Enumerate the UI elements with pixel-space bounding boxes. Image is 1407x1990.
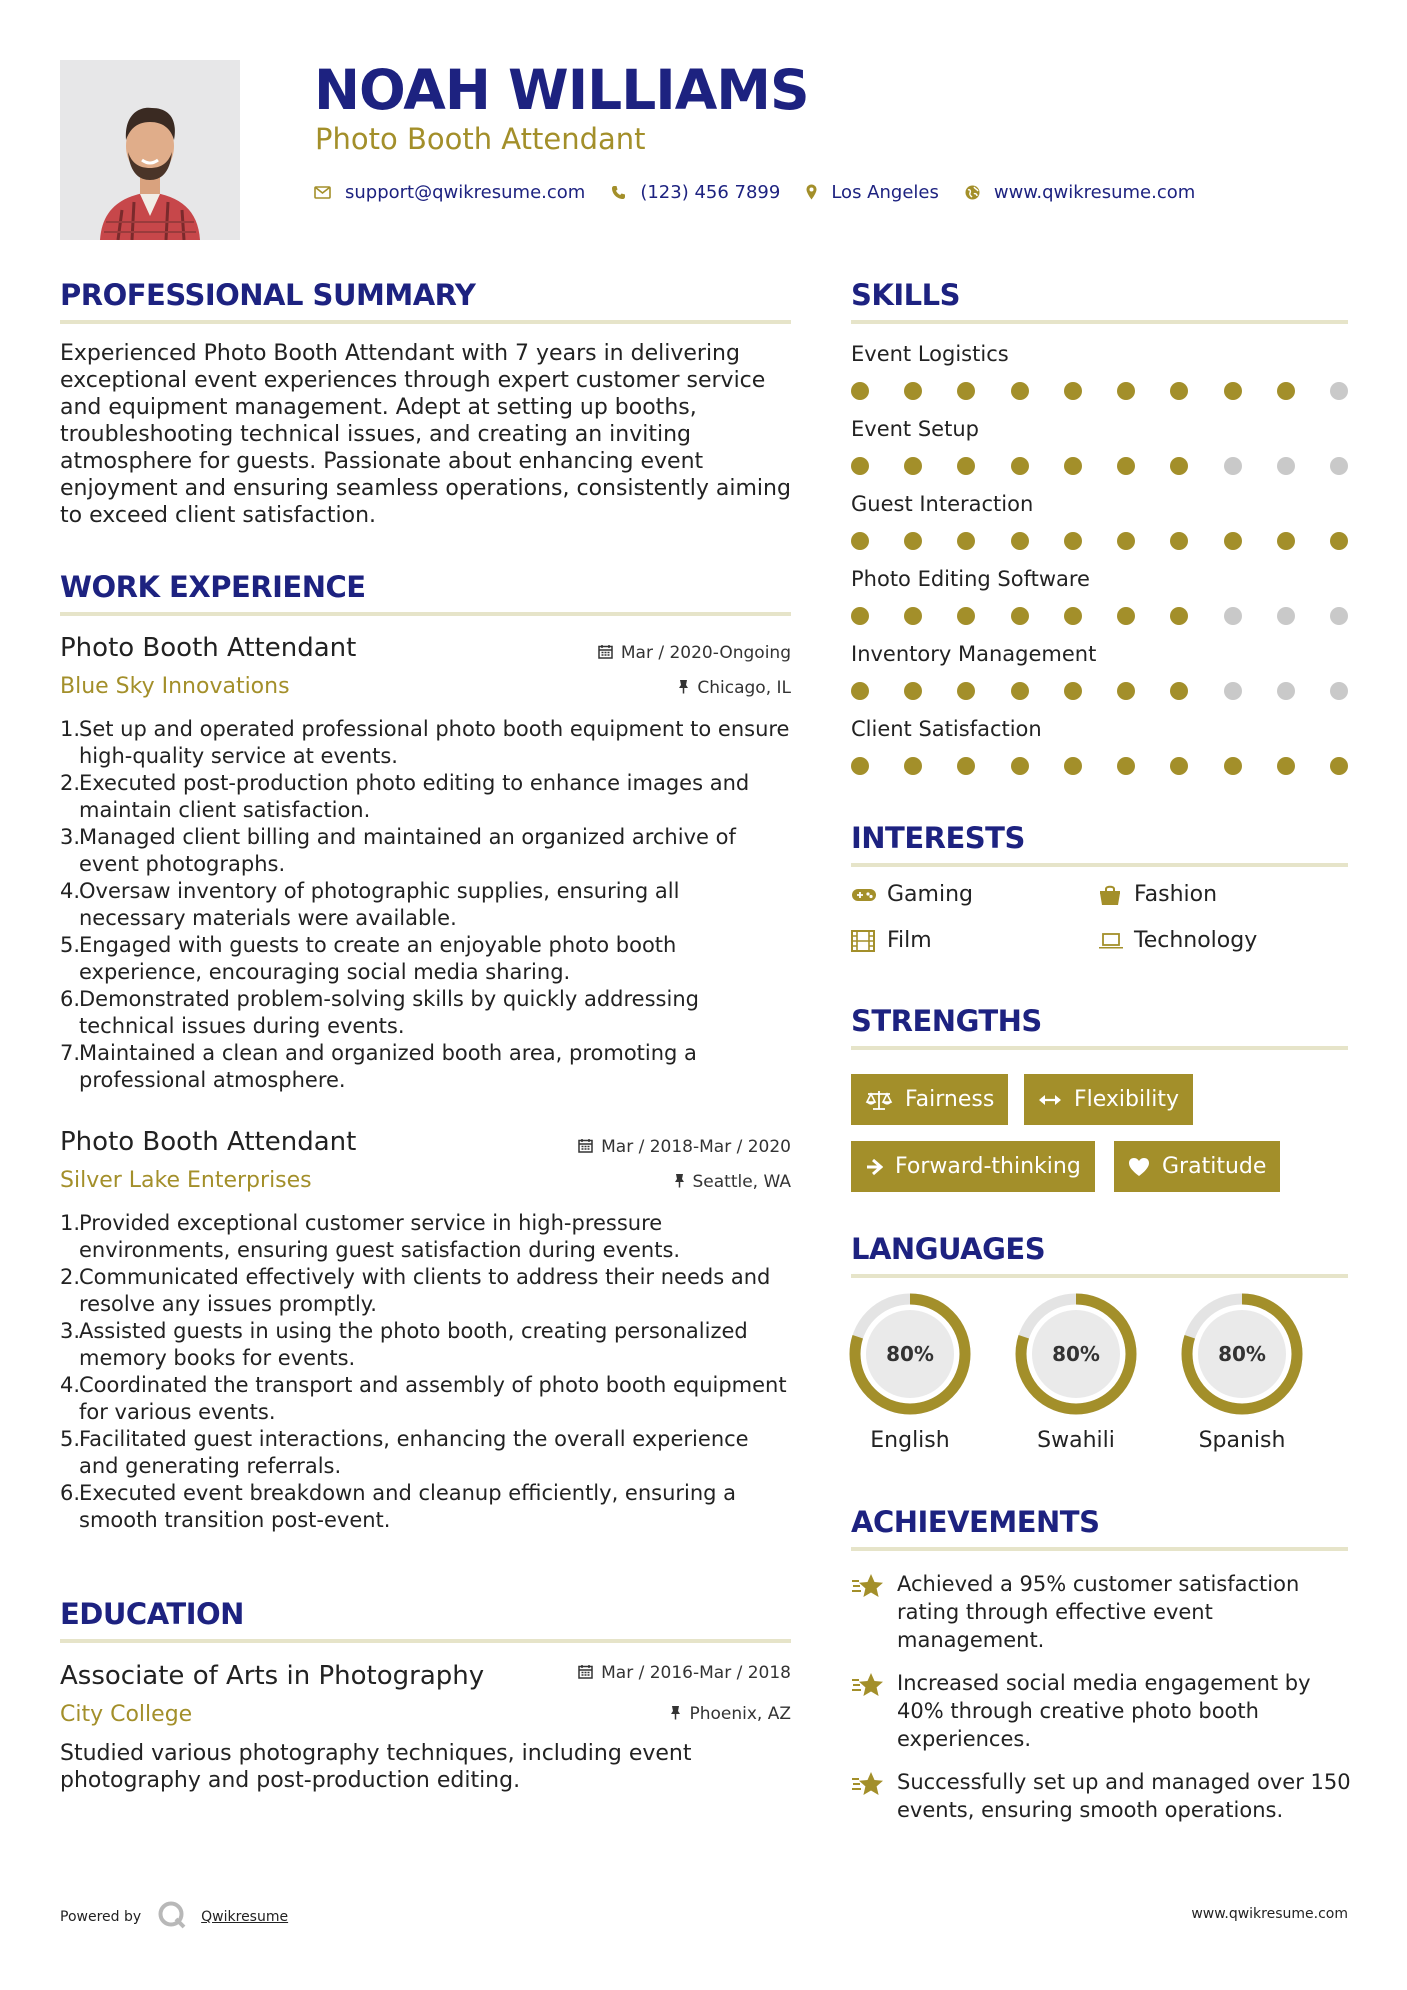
contact-website-text: www.qwikresume.com [993,181,1196,203]
phone-icon [611,185,626,200]
rating-dot-filled [1170,607,1188,625]
school-name: City College [60,1702,193,1727]
job-location-text: Seattle, WA [692,1172,791,1192]
qwikresume-link[interactable]: Qwikresume [201,1909,289,1925]
job-dates [471,1137,791,1157]
education-dates-text: Mar / 2016-Mar / 2018 [601,1663,791,1683]
rating-dot-filled [1064,532,1082,550]
rating-dot-filled [1064,757,1082,775]
rating-dot-filled [1170,532,1188,550]
strength-badge [1024,1074,1193,1125]
rating-dot-filled [904,757,922,775]
achievements-divider [851,1547,1348,1551]
summary-text: Experienced Photo Booth Attendant with 7 years in delivering exceptional event experiences through expert customer service and equipment management. Adept at setting up booths, troubleshooting technical issues, and creating an inviting atmosphere for guests. Passionate about enhancing event enjoyment and ensuring seamless operations, consistently aiming to exceed client satisfaction. [60,341,791,528]
experience-divider [60,612,791,616]
language-item [1180,1292,1304,1453]
education-divider [60,1639,791,1643]
summary-heading: PROFESSIONAL SUMMARY [60,278,476,312]
duty-item: Set up and operated professional photo booth equipment to ensure high-quality service at events. [79,717,790,768]
interest-item [851,928,932,953]
skills-heading: SKILLS [851,278,960,312]
envelope-icon [314,186,331,199]
rating-dot-filled [957,457,975,475]
degree-title: Associate of Arts in Photography [60,1661,485,1691]
rating-dot-filled [904,532,922,550]
interest-item [1098,882,1217,907]
strength-badge [851,1074,1008,1125]
rating-dot-filled [1117,757,1135,775]
skills-divider [851,320,1348,324]
rating-dot-filled [1277,532,1295,550]
footer-powered-by [60,1900,288,1934]
duty-item: Demonstrated problem-solving skills by quickly addressing technical issues during events. [79,987,699,1038]
arrow-right-icon [865,1158,883,1176]
profile-photo-illustration [60,60,240,240]
education-description: Studied various photography techniques, including event photography and post-production editing. [60,1741,692,1793]
rating-dot-filled [957,682,975,700]
pushpin-icon [674,1173,685,1192]
rating-dot-filled [1117,382,1135,400]
rating-dot-filled [1011,682,1029,700]
skill-rating [851,381,1348,401]
skill-rating [851,606,1348,626]
footer-website[interactable]: www.qwikresume.com [1191,1906,1348,1922]
summary-divider [60,320,791,324]
language-name: Swahili [1037,1428,1115,1453]
shopping-bag-icon [1098,884,1134,906]
pushpin-icon [678,679,689,698]
language-progress-ring [848,1292,972,1416]
strength-badge [1114,1141,1280,1192]
rating-dot-filled [957,757,975,775]
rating-dot-filled [1064,607,1082,625]
duty-item: Coordinated the transport and assembly of photo booth equipment for various events. [79,1373,787,1424]
interests-divider [851,863,1348,867]
language-item [1014,1292,1138,1453]
skill-name: Photo Editing Software [851,567,1090,591]
rating-dot-filled [1117,532,1135,550]
rating-dot-filled [1011,532,1029,550]
rating-dot-filled [1064,682,1082,700]
skill-rating [851,681,1348,701]
contact-location-text: Los Angeles [831,181,939,203]
star-icon [851,1768,897,1824]
duty-item: Assisted guests in using the photo booth, creating personalized memory books for events. [79,1319,748,1370]
rating-dot-filled [1277,382,1295,400]
rating-dot-filled [851,457,869,475]
rating-dot-filled [1224,532,1242,550]
rating-dot-filled [1117,457,1135,475]
achievement-text: Achieved a 95% customer satisfaction rating through effective event management. [897,1572,1300,1652]
contact-phone-text: (123) 456 7899 [640,181,781,203]
skill-name: Guest Interaction [851,492,1034,516]
job-dates-text: Mar / 2020-Ongoing [620,643,791,663]
rating-dot-filled [904,382,922,400]
rating-dot-empty [1330,607,1348,625]
interest-label: Gaming [887,882,973,907]
contact-website[interactable] [965,182,1195,203]
heart-icon [1128,1157,1150,1177]
rating-dot-filled [904,607,922,625]
strength-label: Fairness [905,1087,995,1112]
arrows-horizontal-icon [1038,1093,1062,1107]
calendar-icon [578,1138,593,1157]
education-dates [471,1663,791,1683]
language-name: English [870,1428,950,1453]
interest-label: Fashion [1134,882,1218,907]
achievement-text: Increased social media engagement by 40% through creative photo booth experiences. [897,1671,1311,1751]
rating-dot-filled [851,757,869,775]
rating-dot-filled [1011,382,1029,400]
rating-dot-filled [851,682,869,700]
language-percent: 80% [886,1342,934,1366]
contact-email-text: support@qwikresume.com [345,181,586,203]
calendar-icon [598,644,613,663]
skill-name: Inventory Management [851,642,1097,666]
achievements-heading: ACHIEVEMENTS [851,1505,1100,1539]
skill-rating [851,531,1348,551]
achievement-text: Successfully set up and managed over 150 events, ensuring smooth operations. [897,1770,1351,1822]
rating-dot-empty [1330,682,1348,700]
profile-photo [60,60,240,240]
duty-item: Communicated effectively with clients to address their needs and resolve any issues promptly. [79,1265,771,1316]
rating-dot-filled [851,607,869,625]
strengths-divider [851,1046,1348,1050]
rating-dot-filled [1064,457,1082,475]
job-location-text: Chicago, IL [697,678,791,698]
rating-dot-filled [904,682,922,700]
interest-item [1098,928,1257,953]
skill-rating [851,456,1348,476]
rating-dot-empty [1277,457,1295,475]
rating-dot-empty [1224,607,1242,625]
achievement-item [851,1768,1351,1824]
achievement-item [851,1570,1351,1654]
strength-label: Flexibility [1074,1087,1179,1112]
rating-dot-filled [1224,757,1242,775]
company-name: Silver Lake Enterprises [60,1168,312,1193]
language-percent: 80% [1218,1342,1266,1366]
strength-label: Gratitude [1162,1154,1267,1179]
duty-item: Provided exceptional customer service in high-pressure environments, ensuring guest satisfaction during events. [79,1211,681,1262]
rating-dot-filled [957,532,975,550]
interest-label: Film [887,928,932,953]
rating-dot-filled [1170,757,1188,775]
rating-dot-empty [1224,682,1242,700]
rating-dot-filled [1170,682,1188,700]
candidate-name: NOAH WILLIAMS [314,58,809,122]
strength-badge [851,1141,1095,1192]
job-title: Photo Booth Attendant [60,633,357,663]
rating-dot-filled [1170,382,1188,400]
education-location-text: Phoenix, AZ [689,1704,791,1724]
rating-dot-filled [957,607,975,625]
rating-dot-filled [1117,607,1135,625]
qwikresume-logo-icon [157,1900,187,1934]
rating-dot-empty [1330,457,1348,475]
job-dates-text: Mar / 2018-Mar / 2020 [601,1137,791,1157]
gamepad-icon [851,887,887,903]
language-progress-ring [1014,1292,1138,1416]
duty-item: Executed event breakdown and cleanup efficiently, ensuring a smooth transition post-event. [79,1481,737,1532]
achievement-item [851,1669,1351,1753]
job-duties-list [60,1210,791,1534]
rating-dot-filled [851,382,869,400]
balance-scale-icon [865,1089,893,1111]
interest-item [851,882,973,907]
language-percent: 80% [1052,1342,1100,1366]
rating-dot-filled [1117,682,1135,700]
calendar-icon [578,1664,593,1683]
pushpin-icon [670,1705,681,1724]
contact-email[interactable] [314,182,585,203]
rating-dot-empty [1330,382,1348,400]
rating-dot-filled [1330,532,1348,550]
duty-item: Engaged with guests to create an enjoyable photo booth experience, encouraging social media sharing. [79,933,677,984]
map-pin-icon [806,184,817,200]
job-location [471,678,791,698]
language-name: Spanish [1198,1428,1286,1453]
strengths-heading: STRENGTHS [851,1004,1042,1038]
contact-location [806,182,939,203]
job-dates [471,643,791,663]
education-location [471,1704,791,1724]
rating-dot-filled [1277,757,1295,775]
powered-by-text: Powered by [60,1909,142,1925]
rating-dot-filled [957,382,975,400]
contact-phone[interactable] [611,182,780,203]
rating-dot-filled [851,532,869,550]
film-icon [851,930,887,952]
job-duties-list [60,716,791,1094]
candidate-title: Photo Booth Attendant [315,122,646,156]
skill-name: Event Logistics [851,342,1009,366]
rating-dot-empty [1277,607,1295,625]
duty-item: Managed client billing and maintained an organized archive of event photographs. [79,825,736,876]
rating-dot-filled [904,457,922,475]
globe-icon [965,185,980,200]
duty-item: Executed post-production photo editing to enhance images and maintain client satisfaction. [79,771,750,822]
skill-name: Client Satisfaction [851,717,1042,741]
star-icon [851,1570,897,1654]
rating-dot-filled [1011,607,1029,625]
strength-label: Forward-thinking [895,1154,1081,1179]
star-icon [851,1669,897,1753]
job-location [471,1172,791,1192]
interest-label: Technology [1134,928,1258,953]
job-title: Photo Booth Attendant [60,1127,357,1157]
rating-dot-filled [1064,382,1082,400]
contact-bar [314,178,1221,206]
experience-heading: WORK EXPERIENCE [60,570,366,604]
duty-item: Oversaw inventory of photographic supplies, ensuring all necessary materials were available. [79,879,680,930]
rating-dot-filled [1170,457,1188,475]
rating-dot-empty [1277,682,1295,700]
languages-divider [851,1274,1348,1278]
skill-rating [851,756,1348,776]
language-item [848,1292,972,1453]
rating-dot-filled [1330,757,1348,775]
languages-heading: LANGUAGES [851,1232,1046,1266]
skill-name: Event Setup [851,417,979,441]
laptop-icon [1098,932,1134,950]
rating-dot-filled [1011,457,1029,475]
duty-item: Maintained a clean and organized booth area, promoting a professional atmosphere. [79,1041,697,1092]
education-heading: EDUCATION [60,1597,244,1631]
rating-dot-filled [1011,757,1029,775]
rating-dot-filled [1224,382,1242,400]
interests-heading: INTERESTS [851,821,1025,855]
company-name: Blue Sky Innovations [60,674,290,699]
rating-dot-empty [1224,457,1242,475]
language-progress-ring [1180,1292,1304,1416]
duty-item: Facilitated guest interactions, enhancing the overall experience and generating referrals. [79,1427,749,1478]
